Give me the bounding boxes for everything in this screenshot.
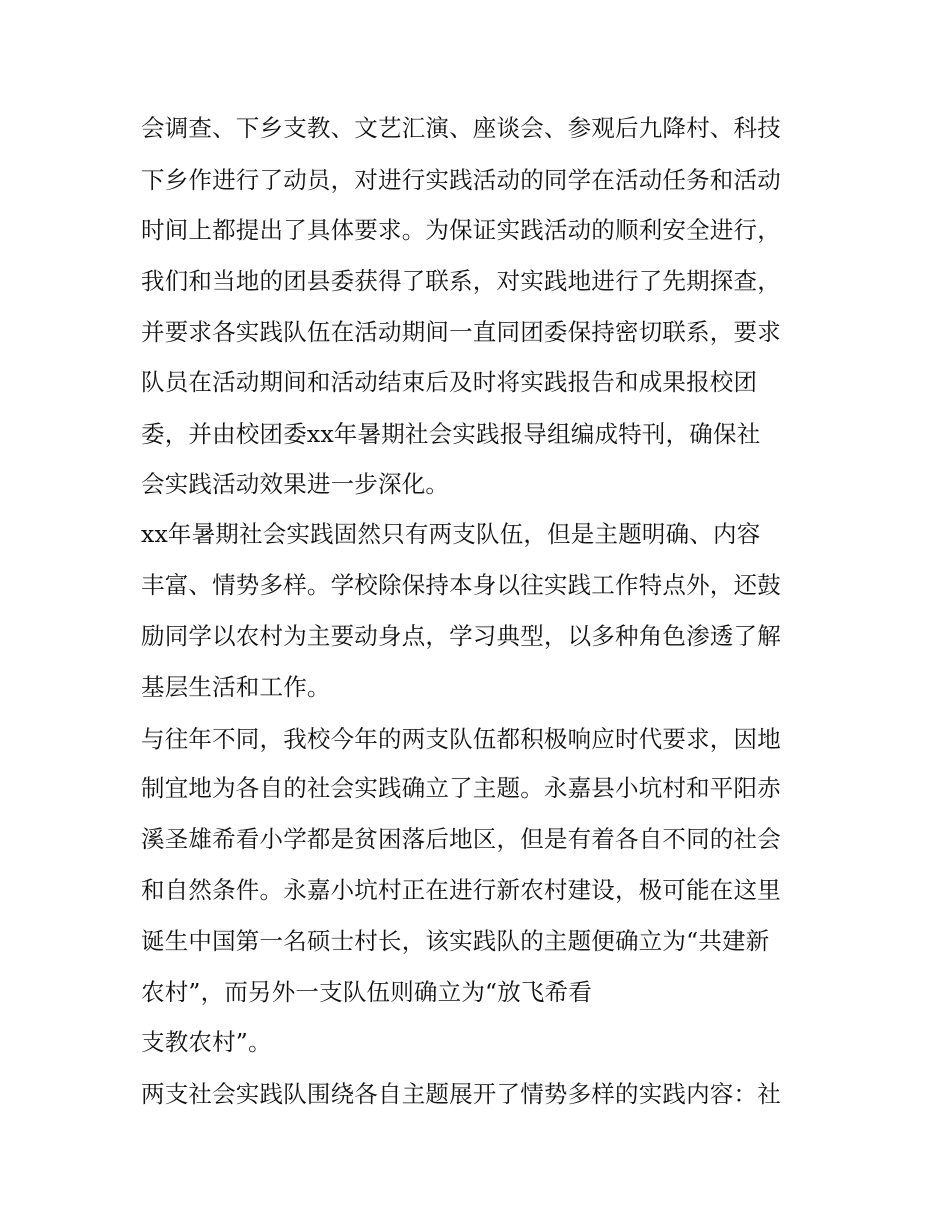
text-line: 队员在活动期间和活动结束后及时将实践报告和成果报校团 [141, 368, 758, 396]
text-line: 农村”，而另外一支队伍则确立为“放飞希看 [141, 978, 593, 1006]
text-line: 基层生活和工作。 [141, 673, 331, 701]
text-line: 支教农村”。 [141, 1028, 272, 1056]
text-line: 委，并由校团委xx年暑期社会实践报导组编成特刊，确保社 [141, 420, 761, 448]
text-line: 会实践活动效果进一步深化。 [141, 470, 450, 498]
text-line: 制宜地为各自的社会实践确立了主题。永嘉县小坑村和平阳赤 [141, 774, 781, 802]
text-line: 与往年不同，我校今年的两支队伍都积极响应时代要求，因地 [141, 725, 781, 753]
text-line: 溪圣雄希看小学都是贫困落后地区，但是有着各自不同的社会 [141, 825, 781, 853]
text-line: 丰富、情势多样。学校除保持本身以往实践工作特点外，还鼓 [141, 571, 781, 599]
text-line: 并要求各实践队伍在活动期间一直同团委保持密切联系，要求 [141, 318, 781, 346]
text-line: 诞生中国第一名硕士村长，该实践队的主题便确立为“共建新 [141, 927, 770, 955]
text-line: 和自然条件。永嘉小坑村正在进行新农村建设，极可能在这里 [141, 876, 781, 904]
text-line: 会调查、下乡支教、文艺汇演、座谈会、参观后九降村、科技 [141, 114, 781, 142]
text-line: xx年暑期社会实践固然只有两支队伍，但是主题明确、内容 [141, 520, 761, 548]
text-line: 下乡作进行了动员，对进行实践活动的同学在活动任务和活动 [141, 166, 781, 194]
text-line: 两支社会实践队围绕各自主题展开了情势多样的实践内容：社 [141, 1080, 781, 1108]
text-line: 励同学以农村为主要动身点，学习典型，以多种角色渗透了解 [141, 622, 781, 650]
text-line: 我们和当地的团县委获得了联系，对实践地进行了先期探查， [141, 267, 781, 295]
text-line: 时间上都提出了具体要求。为保证实践活动的顺利安全进行， [141, 216, 781, 244]
